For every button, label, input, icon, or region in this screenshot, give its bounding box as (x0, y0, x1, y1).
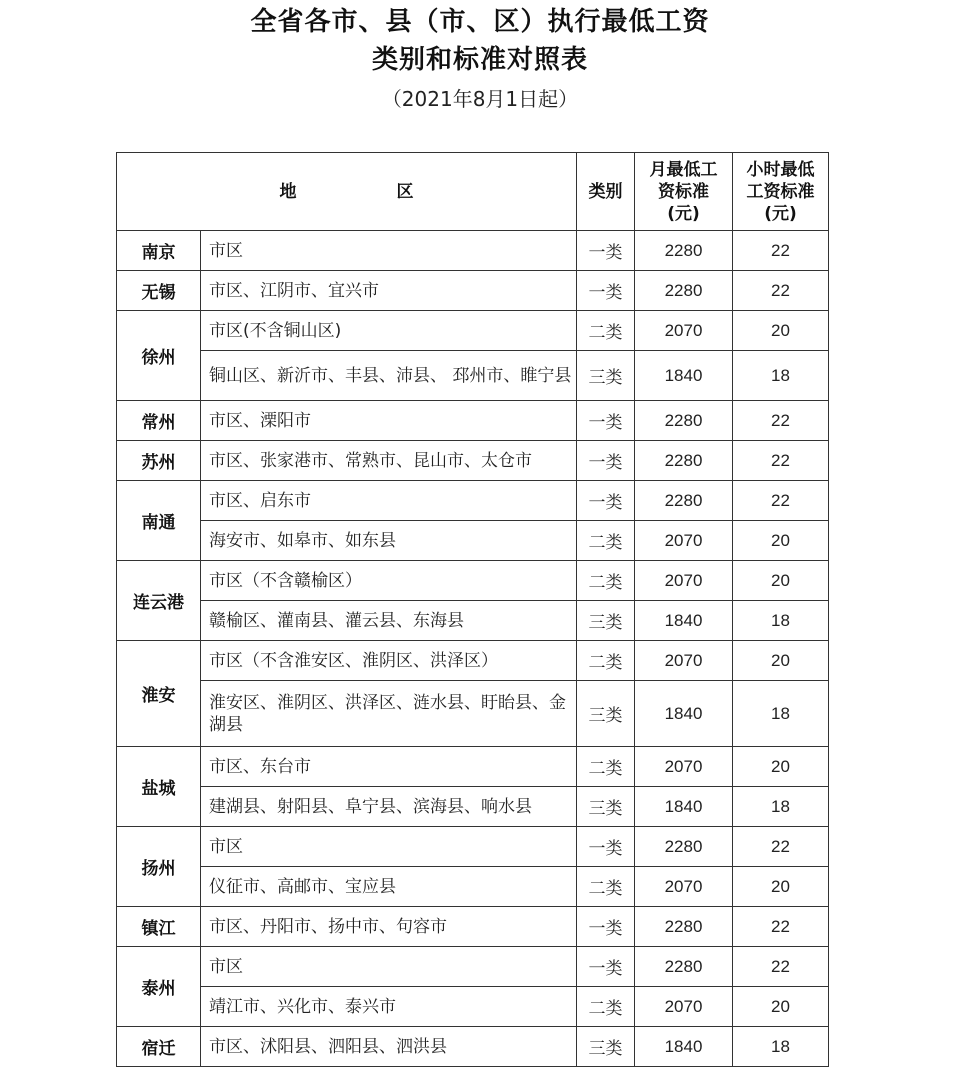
monthly-wage-cell: 2070 (635, 641, 733, 681)
monthly-wage-cell: 1840 (635, 787, 733, 827)
category-cell: 三类 (577, 1027, 635, 1067)
category-cell: 二类 (577, 867, 635, 907)
hourly-wage-cell: 20 (733, 641, 829, 681)
hourly-wage-cell: 20 (733, 311, 829, 351)
header-hourly-line-2: 工资标准 (746, 181, 815, 202)
table-row (117, 561, 829, 601)
hourly-wage-cell: 18 (733, 787, 829, 827)
table-row (117, 401, 829, 441)
category-cell: 二类 (577, 641, 635, 681)
area-cell: 市区、丹阳市、扬中市、句容市 (201, 907, 577, 947)
monthly-wage-cell: 1840 (635, 1027, 733, 1067)
monthly-wage-cell: 2280 (635, 401, 733, 441)
area-cell: 市区、溧阳市 (201, 401, 577, 441)
header-area-char-2: 区 (396, 181, 414, 202)
table-row (117, 351, 829, 401)
table-row (117, 787, 829, 827)
city-cell: 扬州 (117, 827, 201, 907)
table-row (117, 907, 829, 947)
category-cell: 一类 (577, 401, 635, 441)
header-monthly-wage (635, 153, 733, 231)
area-cell: 市区(不含铜山区) (201, 311, 577, 351)
hourly-wage-cell: 18 (733, 351, 829, 401)
area-cell: 铜山区、新沂市、丰县、沛县、 邳州市、睢宁县 (201, 351, 577, 401)
table-row (117, 641, 829, 681)
category-cell: 一类 (577, 827, 635, 867)
table-row (117, 481, 829, 521)
hourly-wage-cell: 22 (733, 441, 829, 481)
table-row (117, 601, 829, 641)
title-line-1: 全省各市、县（市、区）执行最低工资 (250, 7, 710, 37)
monthly-wage-cell: 2280 (635, 231, 733, 271)
hourly-wage-cell: 22 (733, 401, 829, 441)
monthly-wage-cell: 2070 (635, 747, 733, 787)
area-cell: 仪征市、高邮市、宝应县 (201, 867, 577, 907)
city-cell: 宿迁 (117, 1027, 201, 1067)
area-cell: 市区、东台市 (201, 747, 577, 787)
category-cell: 三类 (577, 681, 635, 747)
monthly-wage-cell: 2070 (635, 561, 733, 601)
table-row (117, 521, 829, 561)
monthly-wage-cell: 1840 (635, 601, 733, 641)
category-cell: 一类 (577, 441, 635, 481)
header-category: 类别 (577, 153, 635, 231)
hourly-wage-cell: 20 (733, 521, 829, 561)
table-row (117, 311, 829, 351)
header-hourly-wage (733, 153, 829, 231)
monthly-wage-cell: 1840 (635, 681, 733, 747)
monthly-wage-cell: 2070 (635, 867, 733, 907)
monthly-wage-cell: 2280 (635, 907, 733, 947)
hourly-wage-cell: 18 (733, 601, 829, 641)
title-line-2: 类别和标准对照表 (371, 45, 588, 75)
table-row (117, 987, 829, 1027)
category-cell: 二类 (577, 747, 635, 787)
header-monthly-line-1: 月最低工 (649, 159, 718, 180)
area-cell: 市区（不含赣榆区） (201, 561, 577, 601)
category-cell: 三类 (577, 351, 635, 401)
header-hourly-line-1: 小时最低 (746, 159, 815, 180)
table-row (117, 747, 829, 787)
header-row (117, 153, 829, 231)
hourly-wage-cell: 20 (733, 987, 829, 1027)
monthly-wage-cell: 1840 (635, 351, 733, 401)
hourly-wage-cell: 22 (733, 231, 829, 271)
minimum-wage-table (116, 152, 829, 1067)
category-cell: 一类 (577, 481, 635, 521)
hourly-wage-cell: 22 (733, 907, 829, 947)
table-row (117, 827, 829, 867)
header-area (117, 153, 577, 231)
city-cell: 南通 (117, 481, 201, 561)
category-cell: 三类 (577, 787, 635, 827)
hourly-wage-cell: 18 (733, 681, 829, 747)
category-cell: 一类 (577, 907, 635, 947)
area-cell: 靖江市、兴化市、泰兴市 (201, 987, 577, 1027)
table-row (117, 947, 829, 987)
hourly-wage-cell: 22 (733, 271, 829, 311)
area-cell: 市区、张家港市、常熟市、昆山市、太仓市 (201, 441, 577, 481)
hourly-wage-cell: 18 (733, 1027, 829, 1067)
area-cell: 市区、江阴市、宜兴市 (201, 271, 577, 311)
city-cell: 常州 (117, 401, 201, 441)
table-row (117, 867, 829, 907)
area-cell: 市区、启东市 (201, 481, 577, 521)
header-area-char-1: 地 (279, 181, 297, 202)
hourly-wage-cell: 20 (733, 747, 829, 787)
category-cell: 一类 (577, 271, 635, 311)
category-cell: 三类 (577, 601, 635, 641)
category-cell: 一类 (577, 231, 635, 271)
monthly-wage-cell: 2070 (635, 311, 733, 351)
area-cell: 海安市、如皋市、如东县 (201, 521, 577, 561)
table-row (117, 441, 829, 481)
monthly-wage-cell: 2280 (635, 481, 733, 521)
city-cell: 连云港 (117, 561, 201, 641)
city-cell: 无锡 (117, 271, 201, 311)
area-cell: 市区 (201, 231, 577, 271)
hourly-wage-cell: 20 (733, 867, 829, 907)
area-cell: 建湖县、射阳县、阜宁县、滨海县、响水县 (201, 787, 577, 827)
area-cell: 市区 (201, 827, 577, 867)
table-row (117, 231, 829, 271)
hourly-wage-cell: 22 (733, 827, 829, 867)
city-cell: 镇江 (117, 907, 201, 947)
category-cell: 二类 (577, 311, 635, 351)
city-cell: 泰州 (117, 947, 201, 1027)
monthly-wage-cell: 2280 (635, 441, 733, 481)
city-cell: 盐城 (117, 747, 201, 827)
monthly-wage-cell: 2280 (635, 947, 733, 987)
hourly-wage-cell: 20 (733, 561, 829, 601)
area-cell: 市区 (201, 947, 577, 987)
effective-date-subtitle: （2021年8月1日起） (381, 87, 579, 111)
city-cell: 淮安 (117, 641, 201, 747)
area-cell: 赣榆区、灌南县、灌云县、东海县 (201, 601, 577, 641)
header-monthly-line-2: 资标准 (658, 181, 709, 202)
table-row (117, 1027, 829, 1067)
city-cell: 苏州 (117, 441, 201, 481)
category-cell: 二类 (577, 561, 635, 601)
header-monthly-line-3: (元) (667, 203, 700, 224)
monthly-wage-cell: 2070 (635, 521, 733, 561)
area-cell: 市区、沭阳县、泗阳县、泗洪县 (201, 1027, 577, 1067)
monthly-wage-cell: 2280 (635, 827, 733, 867)
category-cell: 一类 (577, 947, 635, 987)
header-hourly-line-3: (元) (764, 203, 797, 224)
area-cell: 淮安区、淮阴区、洪泽区、涟水县、盱眙县、金湖县 (201, 681, 577, 747)
monthly-wage-cell: 2070 (635, 987, 733, 1027)
city-cell: 徐州 (117, 311, 201, 401)
category-cell: 二类 (577, 521, 635, 561)
category-cell: 二类 (577, 987, 635, 1027)
hourly-wage-cell: 22 (733, 481, 829, 521)
monthly-wage-cell: 2280 (635, 271, 733, 311)
city-cell: 南京 (117, 231, 201, 271)
table-row (117, 271, 829, 311)
hourly-wage-cell: 22 (733, 947, 829, 987)
area-cell: 市区（不含淮安区、淮阴区、洪泽区） (201, 641, 577, 681)
table-row (117, 681, 829, 747)
